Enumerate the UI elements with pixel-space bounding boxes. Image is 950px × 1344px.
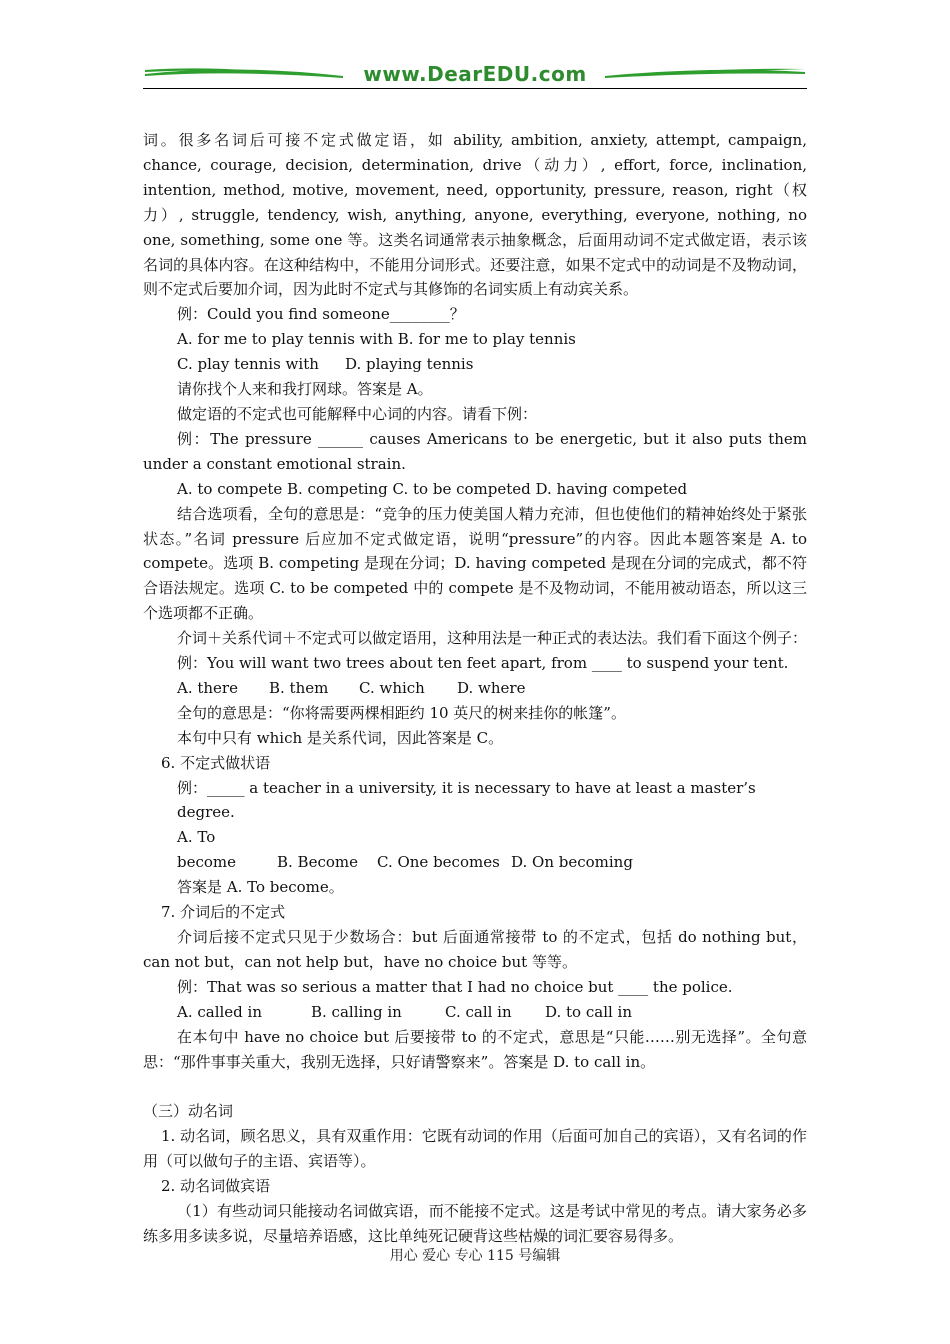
example-5-explanation: 在本句中 have no choice but 后要接带 to 的不定式，意思是“只能……别无选择”。全句意思：“那件事事关重大，我别无选择，只好请警察来”。答案是 D. to call in。 <box>143 1027 807 1071</box>
site-name[interactable]: www.DearEDU.com <box>363 62 587 86</box>
example-1-option-b: B. for me to play tennis <box>397 330 576 349</box>
page-footer: 用心 爱心 专心 115 号编辑 <box>389 1248 561 1264</box>
example-4-option-a: A. To become <box>177 828 237 872</box>
heading-infinitive-after-preposition: 7. 介词后的不定式 <box>161 903 286 922</box>
example-4-question: 例：_____ a teacher in a university, it is necessary to have at least a master’s degree. <box>177 778 756 822</box>
example-2-question: 例：The pressure ______ causes Americans to be energetic, but it also puts them under a constant emotional strain. <box>143 429 807 473</box>
intro-explanatory-infinitive: 做定语的不定式也可能解释中心词的内容。请看下例： <box>177 404 538 423</box>
example-3-option-a: A. there <box>177 678 238 697</box>
example-1-option-c: C. play tennis with <box>177 355 319 374</box>
example-4-answer: 答案是 A. To become。 <box>177 878 344 897</box>
example-2-explanation: 结合选项看，全句的意思是：“竞争的压力使美国人精力充沛，但也使他们的精神始终处于紧张状态。”名词 pressure 后应加不定式做定语，说明“pressure”的内容。因此本题答案是 A. to compete。选项 B. competing 是现在分词；D. having competed 是现在分词的完成式，都不符合语法规定。选项 C. to be competed 中的 compete 是不及物动词，不能用被动语态，所以这三个选项都不正确。 <box>143 504 807 623</box>
example-1-question: 例：Could you find someone________？ <box>177 305 465 324</box>
heading-infinitive-adverbial: 6. 不定式做状语 <box>161 753 271 772</box>
section-heading-gerund: （三）动名词 <box>143 1102 234 1121</box>
example-3-option-c: C. which <box>359 678 425 697</box>
example-4-options <box>143 825 807 875</box>
example-3-answer: 本句中只有 which 是关系代词，因此答案是 C。 <box>177 728 504 747</box>
intro-prep-relative-infinitive: 介词＋关系代词＋不定式可以做定语用，这种用法是一种正式的表达法。我们看下面这个例子： <box>177 629 808 648</box>
example-5-question: 例：That was so serious a matter that I had no choice but ____ the police. <box>177 977 733 996</box>
paragraph-gerund-definition: 1. 动名词，顾名思义，具有双重作用：它既有动词的作用（后面可加自己的宾语），又有名词的作用（可以做句子的主语、宾语等）。 <box>143 1127 807 1171</box>
example-4-option-c: C. One becomes <box>377 853 500 872</box>
example-5-option-a: A. called in <box>177 1002 263 1021</box>
paragraph-gerund-only-verbs: （1）有些动词只能接动名词做宾语，而不能接不定式。这是考试中常见的考点。请大家务必多练多用多读多说，尽量培养语感，这比单纯死记硬背这些枯燥的词汇要容易得多。 <box>143 1201 807 1245</box>
header-rule <box>143 88 807 89</box>
example-1-option-a: A. for me to play tennis with <box>177 330 393 349</box>
example-3-question: 例：You will want two trees about ten feet apart, from ____ to suspend your tent. <box>177 654 789 673</box>
example-1-option-d: D. playing tennis <box>345 355 474 374</box>
page-header <box>143 60 807 92</box>
example-3-option-b: B. them <box>269 678 329 697</box>
example-4-option-d: D. On becoming <box>511 853 633 872</box>
example-2-options: A. to compete B. competing C. to be competed D. having competed <box>177 479 688 498</box>
example-5-option-b: B. calling in <box>311 1002 402 1021</box>
example-1-options-cd <box>143 352 807 377</box>
paragraph-spacer <box>143 1074 807 1099</box>
example-4-option-b: B. Become <box>277 853 358 872</box>
example-5-option-c: C. call in <box>445 1002 512 1021</box>
paragraph-noun-infinitive: 词。很多名词后可接不定式做定语，如 ability, ambition, anxiety, attempt, campaign, chance, courage, decision, determination, drive（动力）, effort, force, inclination, intention, method, motive, movement, need, opportunity, pressure, reason, right（权力）, struggle, tendency, wish, anything, anyone, everything, everyone, nothing, no one, something, some one 等。这类名词通常表示抽象概念，后面用动词不定式做定语，表示该名词的具体内容。在这种结构中，不能用分词形式。还要注意，如果不定式中的动词是不及物动词，则不定式后要加介词，因为此时不定式与其修饰的名词实质上有动宾关系。 <box>143 131 807 299</box>
example-1-options-ab <box>143 327 807 352</box>
paragraph-but-infinitive: 介词后接不定式只见于少数场合：but 后面通常接带 to 的不定式，包括 do nothing but，can not but，can not help but，have no choice but 等等。 <box>143 928 807 971</box>
example-3-meaning: 全句的意思是：“你将需要两棵相距约 10 英尺的树来挂你的帐篷”。 <box>177 703 626 722</box>
heading-gerund-object: 2. 动名词做宾语 <box>161 1177 271 1196</box>
example-3-options <box>143 676 807 701</box>
example-5-options <box>143 1000 807 1025</box>
example-1-answer: 请你找个人来和我打网球。答案是 A。 <box>177 380 433 399</box>
example-5-option-d: D. to call in <box>545 1002 633 1021</box>
document-body <box>143 128 807 1249</box>
example-3-option-d: D. where <box>457 678 526 697</box>
